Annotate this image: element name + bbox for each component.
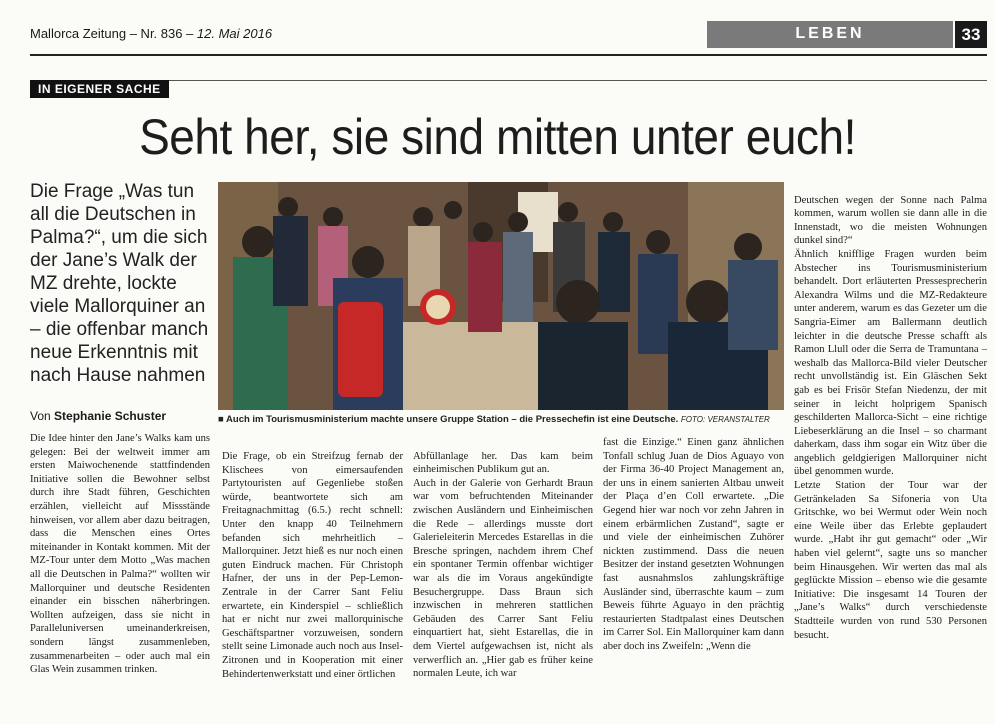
kicker-rule xyxy=(30,80,987,81)
caption-text: ■ Auch im Tourismusministerium machte unsere Gruppe Station – die Pressechefin ist eine Deutsche. xyxy=(218,414,679,425)
byline-author: Stephanie Schuster xyxy=(54,409,167,423)
column-3-text: Abfüllanlage her. Das kam beim einheimischen Publikum gut an. Auch in der Galerie von Gerhardt Braun war vom befruchtenden Miteinander zwischen Ausländern und Einheimischen die Rede – allerdings musste dort Galerieleiterin Mercedes Estarellas in die Bresche springen, nachdem ihrem Chef ein spontaner Termin offenbar wichtiger war als die im Voraus angekündigte Besuchergruppe. Dass Braun sich inzwischen in mehreren stattlichen Gebäuden des Carrer Sant Feliu einquartiert hat, sieht Estarellas, die in dem Viertel aufgewachsen ist, nicht als verwerflich an. „Hier gab es früher keine normalen Leute, ich war xyxy=(413,450,593,680)
section-bar xyxy=(707,21,953,48)
article-column-2 xyxy=(222,450,403,717)
page-number: 33 xyxy=(955,21,987,48)
issue-date: 12. Mai 2016 xyxy=(196,26,273,41)
header-rule xyxy=(30,54,987,56)
photo-caption xyxy=(218,414,784,425)
column-2-text: Die Frage, ob ein Streifzug fernab der Klischees von eimersaufenden Partytouristen auf Gegenliebe stoßen würde, beantwortete sich am Freitagnachmittag (6.5.) recht schnell: Unter den knapp 40 Teilnehmern befanden sich mehrheitlich – Mallorquiner. Jetzt hieß es nur noch einen guten Eindruck machen. Für Christoph Hafner, der uns in der Pep-Lemon-Zentrale in der Carrer Sant Feliu erwartete, ein Kinderspiel – schließlich hat er nicht nur zwei mallorquinische Geschäftspartner vorzuweisen, sondern stellt seine Limonade auch noch aus Insel-Zitronen und in Kooperation mit einer Behindertenwerkstatt und einer örtlichen xyxy=(222,451,403,680)
column-4-text: fast die Einzige.“ Einen ganz ähnlichen Tonfall schlug Juan de Dios Aguayo von der Firma 36-40 Project Management an, der uns in einem sanierten Altbau unweit der Plaça d’en Coll erwartete. „Die Gegend hier war noch vor zehn Jahren in einem erbärmlichen Zustand“, sagte er und viele der einheimischen Zuhörer nickten zustimmend. Dass die neuen Besitzer der instand gesetzten Wohnungen fast ausnahmslos zahlungskräftige Ausländer sind, überraschte kaum – zum Beweis führte Aguayo in den prächtig restaurierten Stadtpalast eines Deutschen im Carrer Sol. Ein Mallorquiner kam dann aber doch ins Zweifeln: „Wenn die xyxy=(603,437,784,652)
article-column-5 xyxy=(794,180,987,717)
article-column-1 xyxy=(30,432,210,717)
headline: Seht her, sie sind mitten unter euch! xyxy=(139,109,856,165)
article-column-4 xyxy=(603,436,784,717)
article-column-3 xyxy=(413,436,593,717)
section-label: LEBEN xyxy=(795,25,865,42)
photo-credit: FOTO: VERANSTALTER xyxy=(680,415,770,424)
group-photo-illustration xyxy=(218,182,784,410)
column-1-text: Die Idee hinter den Jane’s Walks kam uns gelegen: Bei der weltweit immer am ersten Maiwochenende stattfindenden Initiative sollen die Bewohner selbst durch ihre Stadt führen, Geschichten erzählen, vielleicht auf Missstände hinweisen, vor allem aber dazu beitragen, dass die Menschen eines Ortes miteinander in Kontakt kommen. Mit der MZ-Tour unter dem Motto „Was machen all die Deutschen in Palma?“ wollten wir Mallorquiner und deutsche Residenten einander ein bisschen näherbringen. Wollten aufzeigen, dass sie nicht in Paralleluniversen umeinanderkreisen, sondern längst zusammenleben, zusammenarbeiten – oder auch mal ein Glas Wein zusammen trinken. xyxy=(30,433,210,676)
group-photo xyxy=(218,182,784,410)
byline-prefix: Von xyxy=(30,409,55,423)
kicker-label: IN EIGENER SACHE xyxy=(30,80,169,98)
lead-text: Die Frage „Was tun all die Deutschen in Palma?“, um die sich der Jane’s Walk der MZ drehte, lockte viele Mallorquiner an – die offenbar manch neue Erkenntnis mit nach Hause nahmen xyxy=(30,181,209,386)
publication-line xyxy=(30,26,272,41)
byline xyxy=(30,409,166,423)
column-5-text: Deutschen wegen der Sonne nach Palma kommen, warum wollen sie dann alle in die Innenstadt, wo die meisten Wohnungen dunkel sind?“ Ähnlich knifflige Fragen wurden beim Abstecher ins Tourismusministerium behandelt. Dort erläuterten Pressesprecherin Alexandra Wilms und die MZ-Redakteure unter anderem, warum es das Gezeter um die Sangria-Eimer am Ballermann deutlich leichter in die deutsche Presse schafft als Ramon Llull oder die Serra de Tramuntana – weshalb das Mallorca-Bild vieler Deutscher recht unvollständig ist. Ein Gläschen Sekt gab es bei Frisör Stefan Niedenzu, der mit seiner in leicht holprigem Spanisch geschilderten Mallorca-Sicht – eine richtige Liebeserklärung an die Insel – so charmant daherkam, dass ihm sogar ein Witz über die angeblich geldgierigen Mallorquiner nicht übel genommen wurde. Letzte Station der Tour war der Getränkeladen Sa Sifoneria von Uta Gritschke, wo bei Wermut oder Wein noch eine Weile über das Erlebte geplaudert wurde. „Habt ihr gut gemacht“ oder „Wir haben viel gelernt“, sagte uns so mancher beim Hinausgehen. Wir werten das mal als geglückte Mission – ebenso wie die gesamte Initiative: Die insgesamt 14 Touren der „Jane’s Walks“ durch verschiedenste Stadtteile wurden von rund 530 Personen besucht. xyxy=(794,194,987,641)
publication-name: Mallorca Zeitung – Nr. 836 – xyxy=(30,26,197,41)
